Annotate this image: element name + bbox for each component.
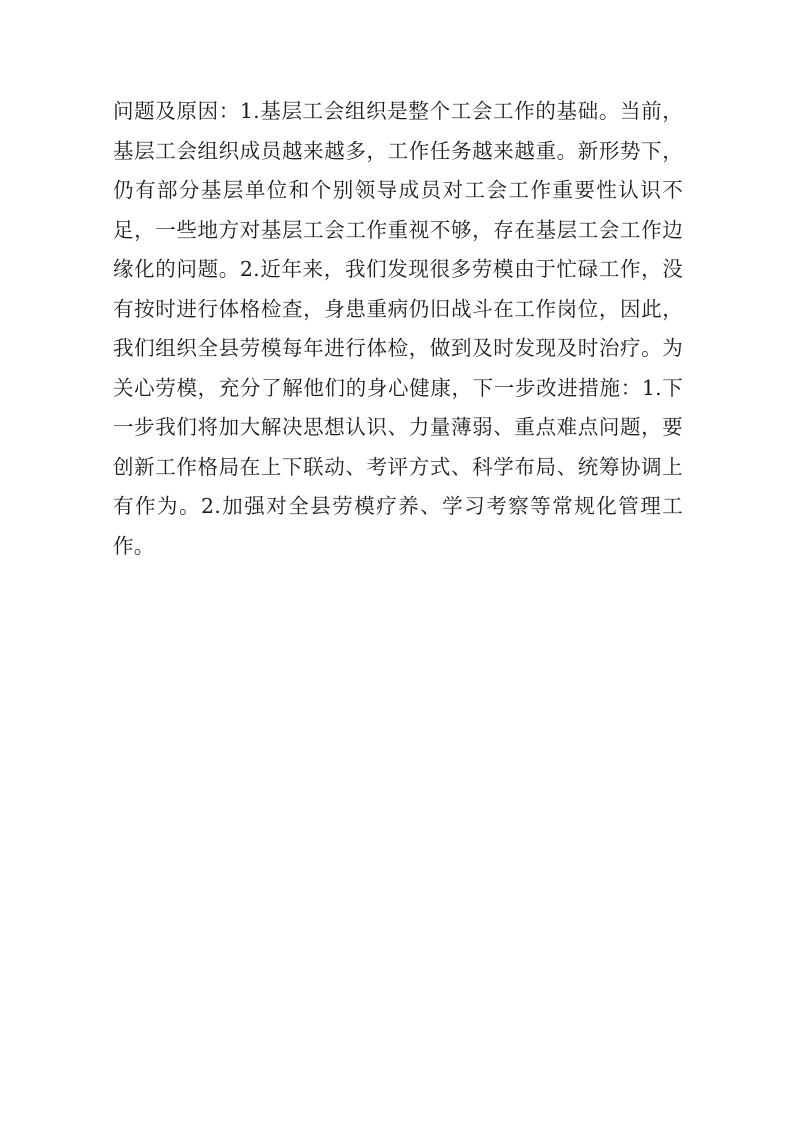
- body-paragraph: 问题及原因：1.基层工会组织是整个工会工作的基础。当前，基层工会组织成员越来越多，工作任务越来越重。新形势下，仍有部分基层单位和个别领导成员对工会工作重要性认识不足，一些地方对基层工会工作重视不够，存在基层工会工作边缘化的问题。2.近年来，我们发现很多劳模由于忙碌工作，没有按时进行体格检查，身患重病仍旧战斗在工作岗位，因此，我们组织全县劳模每年进行体检，做到及时发现及时治疗。为关心劳模，充分了解他们的身心健康，下一步改进措施：1.下一步我们将加大解决思想认识、力量薄弱、重点难点问题，要创新工作格局在上下联动、考评方式、科学布局、统筹协调上有作为。2.加强对全县劳模疗养、学习考察等常规化管理工作。: [113, 99, 683, 558]
- document-text-body: [113, 92, 683, 566]
